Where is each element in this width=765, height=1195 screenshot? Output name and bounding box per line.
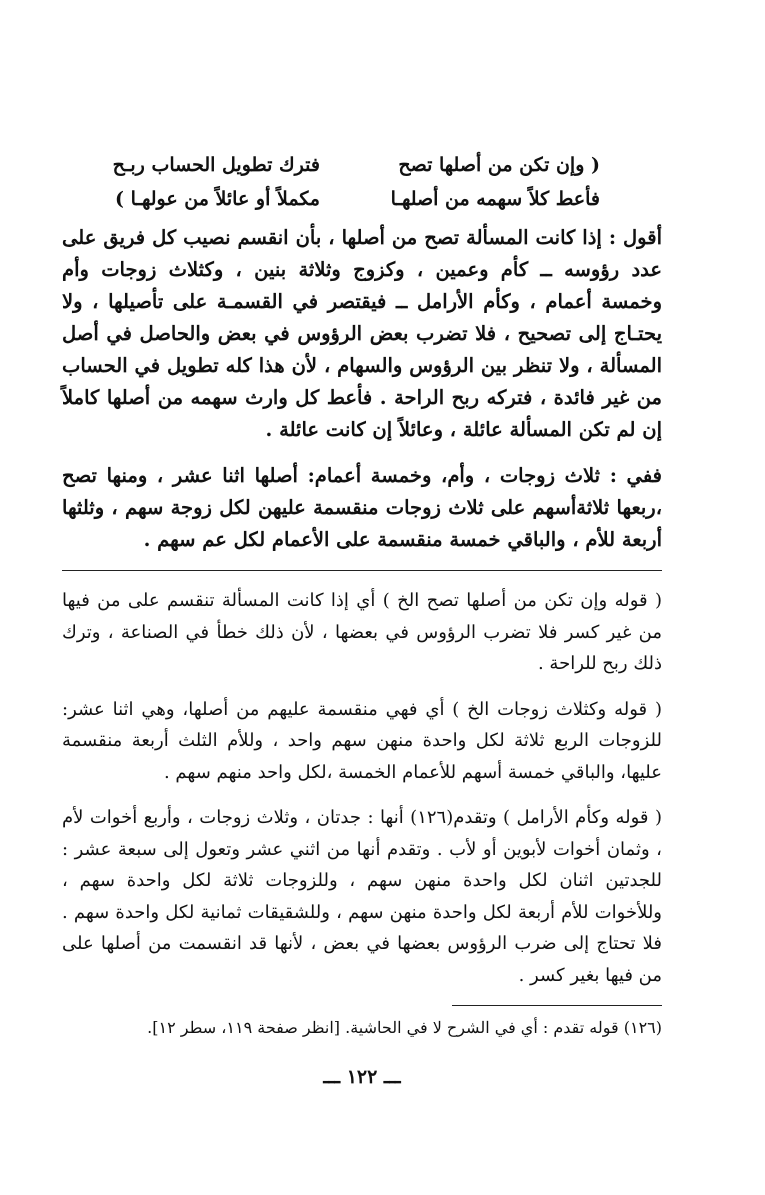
marginal-notes	[62, 585, 662, 991]
verse-line1-second-hemistich: فترك تطويل الحساب ربـح	[112, 154, 320, 176]
note-paragraph-3: ( قوله وكأم الأرامل ) وتقدم(١٢٦) أنها : جدتان ، وثلاث زوجات ، وأربع أخوات لأم ، وثمان أخوات لأبوين أو لأب . وتقدم أنها من اثني عشر وتعول إلى سبعة عشر : للجدتين اثنان لكل واحدة منهن سهم ، وللزوجات ثلاثة لكل واحدة سهم ، وللأخوات للأم أربعة لكل واحدة منهن سهم ، وللشقيقات ثمانية لكل واحدة سهم . فلا تحتاج إلى ضرب الرؤوس بعضها في بعض ، لأنها قد انقسمت من أصلها على من فيها بغير كسر .	[62, 807, 662, 986]
main-commentary	[62, 222, 662, 556]
footnote-divider	[452, 1005, 662, 1006]
verse-line2-second-hemistich: مكملاً أو عائلاً من عولهـا )	[115, 188, 320, 210]
page-number: ـــ ١٢٢ ـــ	[323, 1066, 401, 1088]
verse-block	[62, 152, 662, 222]
commentary-paragraph-2: ففي : ثلاث زوجات ، وأم، وخمسة أعمام: أصلها اثنا عشر ، ومنها تصح ،ربعها ثلاثةأسهم على ثلاث زوجات منقسمة عليهن لكل زوجة سهم ، وثلثها أربعة للأم ، والباقي خمسة منقسمة على الأعمام لكل عم سهم .	[62, 464, 662, 551]
verse-line2-first-hemistich: فأعط كلاً سهمه من أصلهـا	[390, 188, 600, 210]
note-paragraph-1: ( قوله وإن تكن من أصلها تصح الخ ) أي إذا كانت المسألة تنقسم على من فيها من غير كسر فلا تضرب الرؤوس في بعضها ، لأن ذلك خطأ في الصناعة ، وترك ذلك ربح للراحة .	[62, 590, 662, 674]
verse-line1-first-hemistich: ( وإن تكن من أصلها تصح	[398, 154, 600, 176]
footnote: (١٢٦) قوله تقدم : أي في الشرح لا في الحاشية. [انظر صفحة ١١٩، سطر ١٢].	[147, 1018, 662, 1037]
page-content	[62, 152, 662, 1088]
commentary-paragraph-1: أقول : إذا كانت المسألة تصح من أصلها ، بأن انقسم نصيب كل فريق على عدد رؤوسه ــ كأم وعمين ، وكزوج وثلاثة بنين ، وكثلاث زوجات وأم وخمسة أعمام ، وكأم الأرامل ــ فيقتصر في القسمـة على تأصيلها ، ولا يحتـاج إلى تصحيح ، فلا تضرب بعض الرؤوس في بعض والحاصل في أصل المسألة ، ولا تنظر بين الرؤوس والسهام ، لأن هذا كله تطويل في الحساب من غير فائدة ، فتركه ربح الراحة . فأعط كل وارث سهمه من أصلها كاملاً إن لم تكن المسألة عائلة ، وعائلاً إن كانت عائلة .	[62, 226, 662, 441]
note-paragraph-2: ( قوله وكثلاث زوجات الخ ) أي فهي منقسمة عليهم من أصلها، وهي اثنا عشر: للزوجات الربع ثلاثة لكل واحدة منهن سهم واحد ، وللأم الثلث أربعة منقسمة عليها، والباقي خمسة أسهم للأعمام الخمسة ،لكل واحد منهم سهم .	[62, 698, 662, 783]
section-divider	[62, 570, 662, 571]
